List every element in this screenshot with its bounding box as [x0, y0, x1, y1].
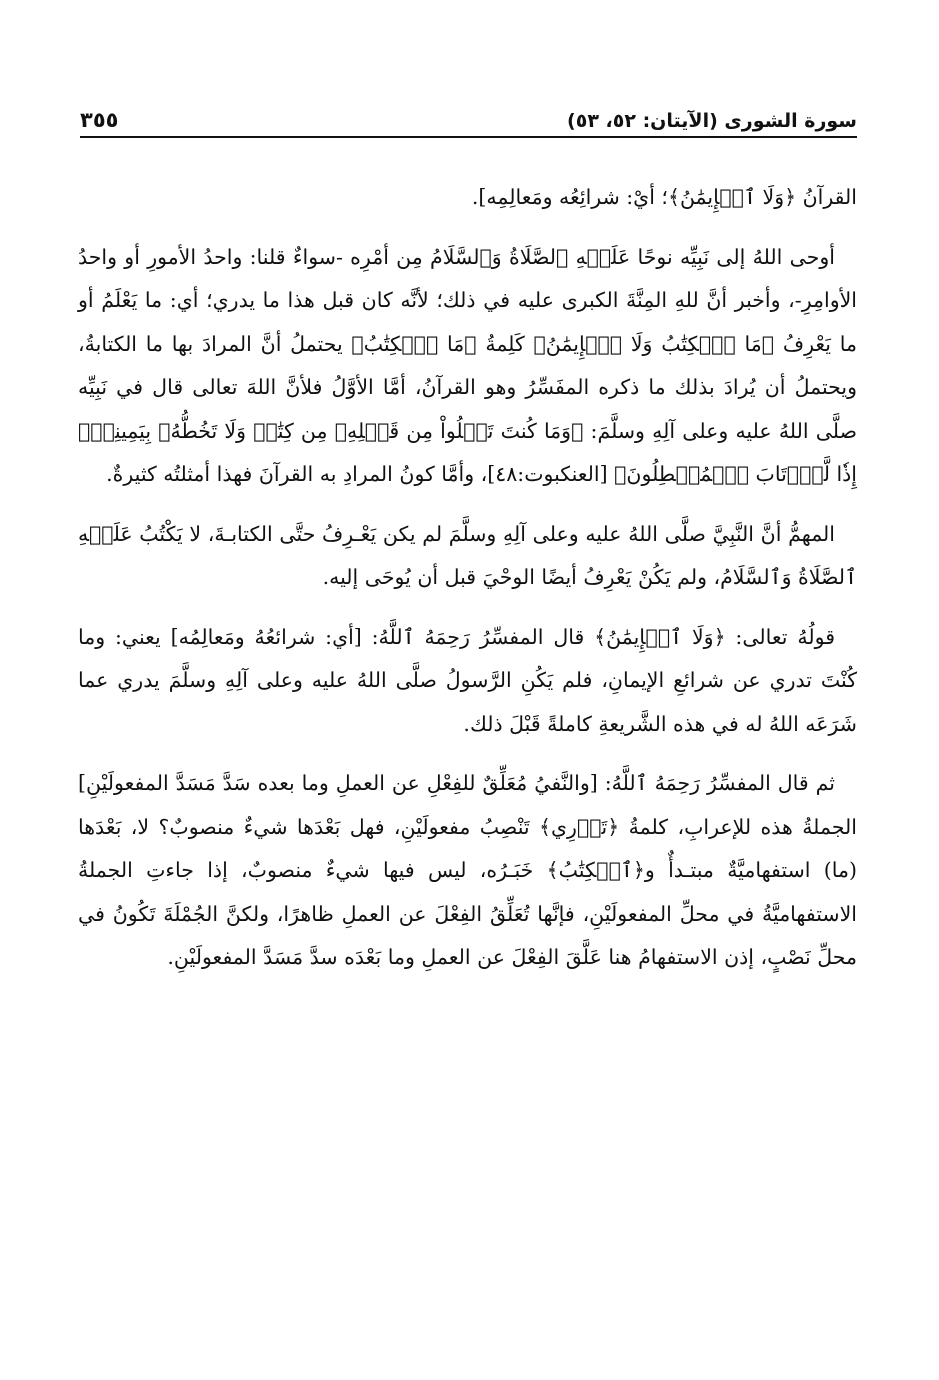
paragraph-3: المهمُّ أنَّ النَّبِيَّ صلَّى اللهُ عليه وعلى آلِهِ وسلَّمَ لم يكن يَعْـرِفُ حتَّى الكتابـةَ، لا يَكْتُبُ عَلَيۡهِ ٱلصَّلَاةُ وَٱلسَّلَامُ، ولم يَكُنْ يَعْرِفُ أيضًا الوحْيَ قبل أن يُوحَى إليه.	[78, 521, 857, 589]
page-number: ٣٥٥	[80, 108, 119, 132]
paragraph-2: أوحى اللهُ إلى نَبِيِّه نوحًا عَلَيۡهِ ٱلصَّلَاةُ وَٱلسَّلَامُ مِن أمْرِه -سواءٌ قلنا: واحدُ الأمورِ أو واحدُ الأوامِرِ-، وأخبر أنَّ للهِ المِنَّةَ الكبرى عليه في ذلك؛ لأنَّه كان قبل هذا ما يدري؛ أي: ما يَعْلَمُ أو ما يَعْرِفُ ﴿مَا ٱلۡكِتَٰبُ وَلَا ٱلۡإِيمَٰنُ﴾ كَلِمةُ ﴿مَا ٱلۡكِتَٰبُ﴾ يحتملُ أنَّ المرادَ بها ما الكتابةُ، ويحتملُ أن يُرادَ بذلك ما ذكره المفَسِّرُ وهو القرآنُ، أمَّا الأوَّلُ فلأنَّ اللهَ تعالى قال في نَبِيِّه صلَّى اللهُ عليه وعلى آلِهِ وسلَّمَ: ﴿وَمَا كُنتَ تَتۡلُواْ مِن قَبۡلِهِۦ مِن كِتَٰبٖ وَلَا تَخُطُّهُۥ بِيَمِينِكَۖ إِذٗا لَّٱرۡتَابَ ٱلۡمُبۡطِلُونَ﴾ [العنكبوت:٤٨]، وأمَّا كونُ المرادِ به القرآنَ فهذا أمثلتُه كثيرةٌ.	[78, 244, 857, 486]
paragraph-4: قولُهُ تعالى: ﴿وَلَا ٱلۡإِيمَٰنُ﴾ قال المفسِّرُ رَحِمَهُ ٱللَّهُ: [أي: شرائعُهُ ومَعالِمُه] يعني: وما كُنْتَ تدري عن شرائعِ الإيمانِ، فلم يَكُنِ الرَّسولُ صلَّى اللهُ عليه وعلى آلِهِ وسلَّمَ يدري عما شَرَعَه اللهُ له في هذه الشَّريعةِ كاملةً قَبْلَ ذلك.	[78, 624, 857, 736]
body-text	[78, 176, 857, 996]
paragraph-1: القرآنُ ﴿وَلَا ٱلۡإِيمَٰنُ﴾؛ أيْ: شرائِعُه ومَعالِمِه].	[471, 185, 857, 209]
paragraph-5: ثم قال المفسِّرُ رَحِمَهُ ٱللَّهُ: [والنَّفيُ مُعَلِّقٌ للفِعْلِ عن العملِ وما بعده سَدَّ مَسَدَّ المفعولَيْنِ] الجملةُ هذه للإعرابِ، كلمةُ ﴿تَدۡرِي﴾ تَنْصِبُ مفعولَيْنِ، فهل بَعْدَها شيءٌ منصوبٌ؟ لا، بَعْدَها (ما) استفهاميَّةٌ مبتـدأٌ و﴿ٱلۡكِتَٰبُ﴾ خَبَـرُه، ليس فيها شيءٌ منصوبٌ، إذا جاءتِ الجملةُ الاستفهاميَّةُ في محلِّ المفعولَيْنِ، فإنَّها تُعَلِّقُ الفِعْلَ عن العملِ ظاهرًا، ولكنَّ الجُمْلَةَ تَكُونُ في محلِّ نَصْبٍ، إذن الاستفهامُ هنا عَلَّقَ الفِعْلَ عن العملِ وما بَعْدَه سدَّ مَسَدَّ المفعولَيْنِ.	[78, 771, 857, 969]
surah-title: سورة الشورى (الآيتان: ٥٢، ٥٣)	[567, 110, 857, 132]
running-header	[80, 96, 857, 138]
